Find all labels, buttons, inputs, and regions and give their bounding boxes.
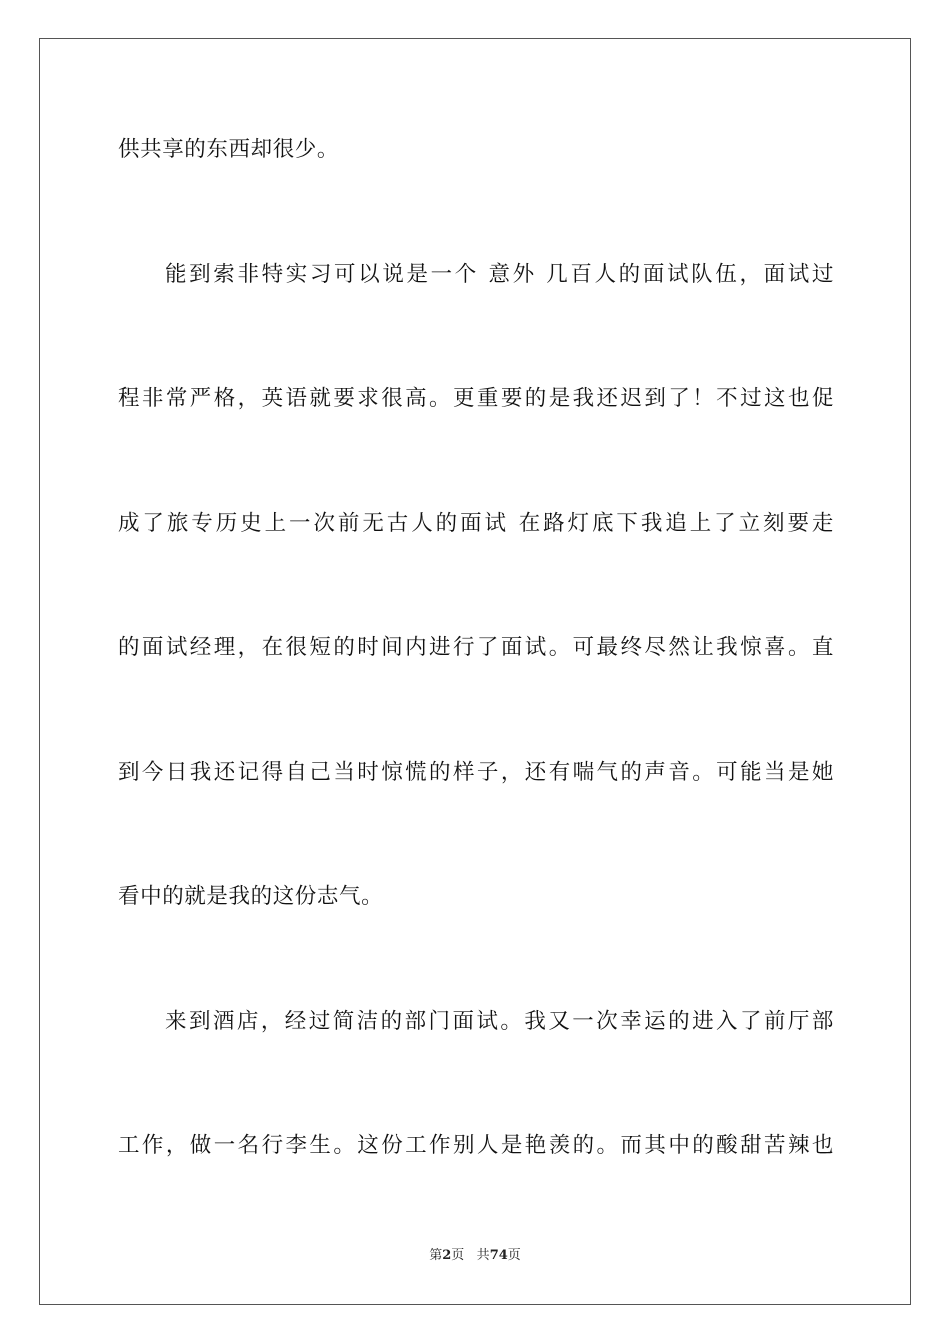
text-line-8: 来到酒店，经过简洁的部门面试。我又一次幸运的进入了前厅部	[165, 1009, 834, 1034]
text-line-6: 到今日我还记得自己当时惊慌的样子，还有喘气的声音。可能当是她	[118, 760, 834, 785]
text-line-7: 看中的就是我的这份志气。	[118, 884, 384, 909]
page-border	[39, 38, 911, 1305]
current-page-number: 2	[442, 1248, 452, 1263]
text-line-3: 程非常严格，英语就要求很高。更重要的是我还迟到了！不过这也促	[118, 386, 834, 411]
total-page-count: 74	[489, 1248, 508, 1263]
text-line-5: 的面试经理，在很短的时间内进行了面试。可最终尽然让我惊喜。直	[118, 635, 834, 660]
footer-total-prefix: 共	[476, 1248, 490, 1263]
text-line-9: 工作，做一名行李生。这份工作别人是艳羡的。而其中的酸甜苦辣也	[118, 1133, 834, 1158]
text-line-1: 供共享的东西却很少。	[118, 137, 340, 162]
page-footer	[0, 1247, 950, 1265]
footer-page-suffix: 页	[451, 1248, 465, 1263]
text-line-2: 能到索非特实习可以说是一个 意外 几百人的面试队伍，面试过	[165, 262, 834, 287]
footer-total-suffix: 页	[507, 1248, 521, 1263]
footer-page-prefix: 第	[429, 1248, 443, 1263]
text-line-4: 成了旅专历史上一次前无古人的面试 在路灯底下我追上了立刻要走	[118, 511, 834, 536]
